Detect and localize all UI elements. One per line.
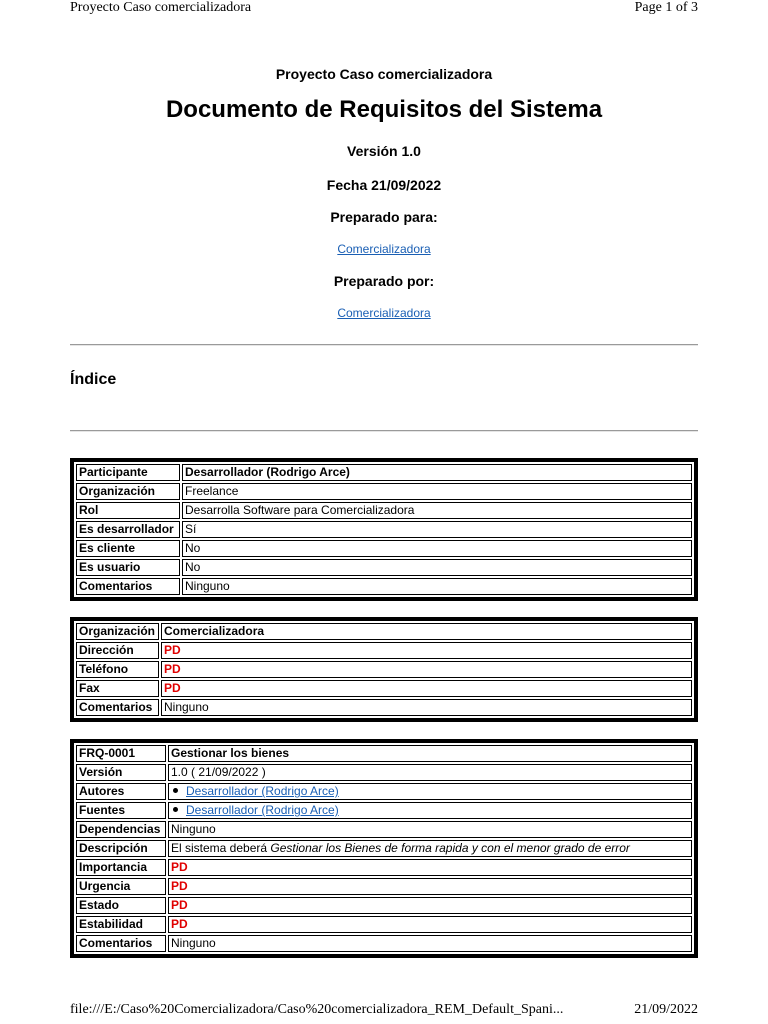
row-label: Organización bbox=[76, 623, 159, 640]
table-row bbox=[76, 783, 692, 800]
row-value: Sí bbox=[182, 521, 692, 538]
prepared-for-link[interactable]: Comercializadora bbox=[337, 242, 431, 256]
description-text: Gestionar los Bienes de forma rapida y con el menor grado de error bbox=[270, 841, 630, 855]
row-value: PD bbox=[161, 680, 692, 697]
table-row bbox=[76, 521, 692, 538]
table-row bbox=[76, 897, 692, 914]
description-prefix: El sistema deberá bbox=[171, 841, 271, 855]
row-label: Urgencia bbox=[76, 878, 166, 895]
requirement-id: FRQ-0001 bbox=[76, 745, 166, 762]
prepared-for-label: Preparado para: bbox=[330, 209, 438, 225]
row-label: Es cliente bbox=[76, 540, 180, 557]
row-label: Importancia bbox=[76, 859, 166, 876]
authors-cell bbox=[168, 783, 692, 800]
document-title: Documento de Requisitos del Sistema bbox=[165, 96, 603, 123]
table-row bbox=[76, 699, 692, 716]
print-footer-path: file:///E:/Caso%20Comercializadora/Caso%20comercializadora_REM_Default_Spani... bbox=[70, 1002, 564, 1017]
prepared-by-label: Preparado por: bbox=[333, 273, 435, 289]
table-row bbox=[76, 680, 692, 697]
row-label: Es desarrollador bbox=[76, 521, 180, 538]
prepared-by-link[interactable]: Comercializadora bbox=[337, 306, 431, 320]
row-label: Estado bbox=[76, 897, 166, 914]
table-row bbox=[76, 878, 692, 895]
print-header-title: Proyecto Caso comercializadora bbox=[70, 0, 252, 15]
organization-table bbox=[70, 617, 698, 722]
divider bbox=[70, 344, 698, 346]
source-link[interactable]: Desarrollador (Rodrigo Arce) bbox=[186, 803, 339, 817]
row-label: Estabilidad bbox=[76, 916, 166, 933]
table-row bbox=[76, 642, 692, 659]
row-value: Ninguno bbox=[161, 699, 692, 716]
row-value: Freelance bbox=[182, 483, 692, 500]
row-label: Dirección bbox=[76, 642, 159, 659]
row-value: Ninguno bbox=[168, 821, 692, 838]
divider bbox=[70, 430, 698, 432]
row-label: Fax bbox=[76, 680, 159, 697]
table-row bbox=[76, 464, 692, 481]
row-value: Comercializadora bbox=[161, 623, 692, 640]
print-footer-date: 21/09/2022 bbox=[634, 1002, 698, 1017]
table-row bbox=[76, 821, 692, 838]
row-value: Desarrollador (Rodrigo Arce) bbox=[182, 464, 692, 481]
row-value: PD bbox=[168, 878, 692, 895]
row-label: Comentarios bbox=[76, 578, 180, 595]
row-label: Es usuario bbox=[76, 559, 180, 576]
table-row bbox=[76, 661, 692, 678]
table-row bbox=[76, 502, 692, 519]
row-value: No bbox=[182, 540, 692, 557]
row-value: PD bbox=[168, 916, 692, 933]
row-value: PD bbox=[161, 661, 692, 678]
row-label: Participante bbox=[76, 464, 180, 481]
table-row bbox=[76, 745, 692, 762]
table-row bbox=[76, 483, 692, 500]
table-row bbox=[76, 764, 692, 781]
row-value: No bbox=[182, 559, 692, 576]
row-label: Organización bbox=[76, 483, 180, 500]
document-version: Versión 1.0 bbox=[347, 143, 421, 159]
print-footer bbox=[70, 1002, 698, 1022]
description-cell bbox=[168, 840, 692, 857]
table-row bbox=[76, 623, 692, 640]
table-row bbox=[76, 916, 692, 933]
row-value: Ninguno bbox=[182, 578, 692, 595]
print-header bbox=[70, 0, 698, 20]
table-row bbox=[76, 935, 692, 952]
requirement-name: Gestionar los bienes bbox=[168, 745, 692, 762]
print-header-page: Page 1 of 3 bbox=[634, 0, 698, 15]
row-value: PD bbox=[168, 859, 692, 876]
row-label: Autores bbox=[76, 783, 166, 800]
row-label: Fuentes bbox=[76, 802, 166, 819]
participant-table bbox=[70, 458, 698, 601]
table-row bbox=[76, 840, 692, 857]
row-value: PD bbox=[168, 897, 692, 914]
bullet-icon bbox=[173, 807, 178, 812]
index-heading: Índice bbox=[70, 371, 117, 388]
project-name: Proyecto Caso comercializadora bbox=[275, 66, 493, 82]
table-row bbox=[76, 859, 692, 876]
sources-cell bbox=[168, 802, 692, 819]
row-label: Versión bbox=[76, 764, 166, 781]
row-value: Ninguno bbox=[168, 935, 692, 952]
bullet-icon bbox=[173, 788, 178, 793]
row-value: PD bbox=[161, 642, 692, 659]
table-row bbox=[76, 559, 692, 576]
requirement-table bbox=[70, 739, 698, 958]
row-value: 1.0 ( 21/09/2022 ) bbox=[168, 764, 692, 781]
table-row bbox=[76, 578, 692, 595]
row-label: Comentarios bbox=[76, 935, 166, 952]
row-value: Desarrolla Software para Comercializadora bbox=[182, 502, 692, 519]
row-label: Dependencias bbox=[76, 821, 166, 838]
row-label: Comentarios bbox=[76, 699, 159, 716]
row-label: Teléfono bbox=[76, 661, 159, 678]
document-date: Fecha 21/09/2022 bbox=[326, 177, 442, 193]
table-row bbox=[76, 802, 692, 819]
row-label: Rol bbox=[76, 502, 180, 519]
row-label: Descripción bbox=[76, 840, 166, 857]
table-row bbox=[76, 540, 692, 557]
author-link[interactable]: Desarrollador (Rodrigo Arce) bbox=[186, 784, 339, 798]
